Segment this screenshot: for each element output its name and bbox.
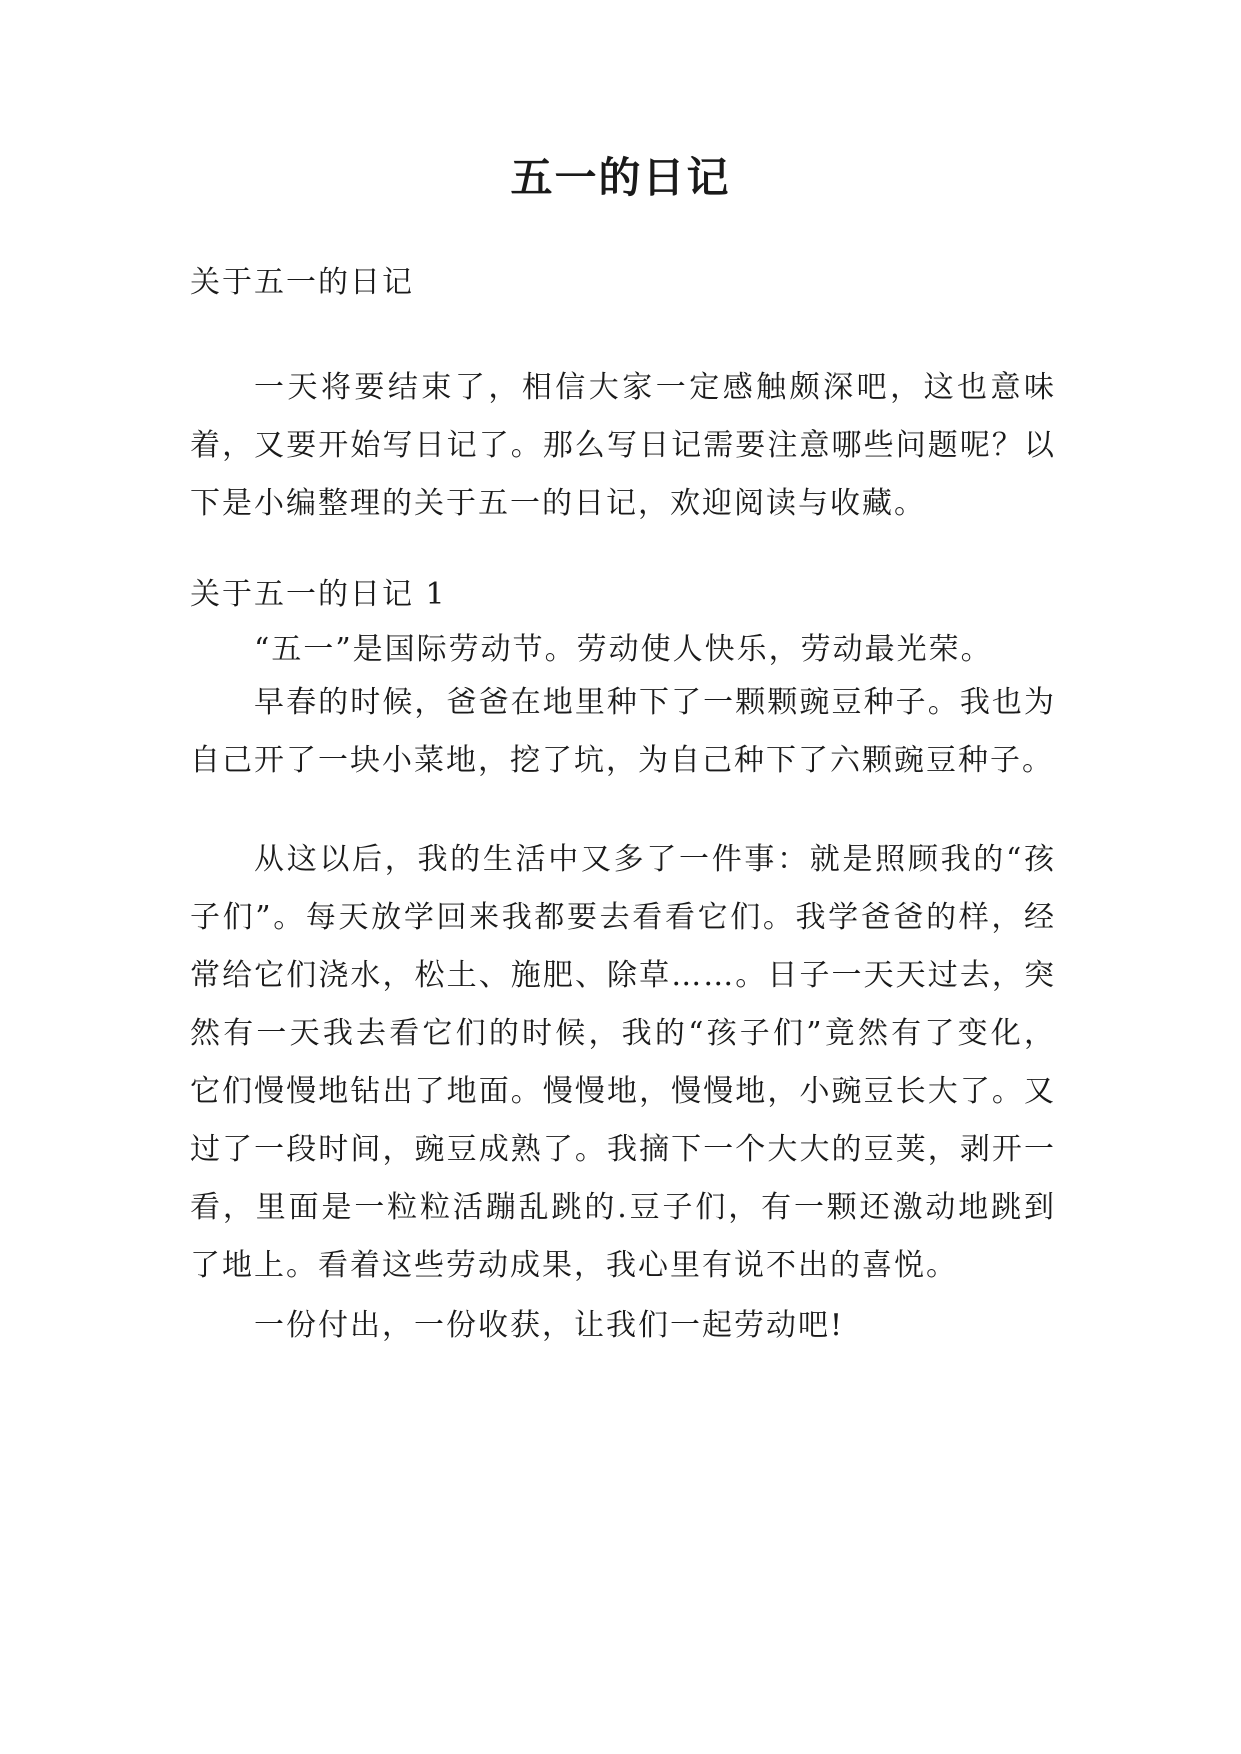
paragraph-3: 从这以后，我的生活中又多了一件事：就是照顾我的“孩子们”。每天放学回来我都要去看看它们。我学爸爸的样，经常给它们浇水，松土、施肥、除草……。日子一天天过去，突然有一天我去看它们的时候，我的“孩子们”竟然有了变化，它们慢慢地钻出了地面。慢慢地，慢慢地，小豌豆长大了。又过了一段时间，豌豆成熟了。我摘下一个大大的豆荚，剥开一看，里面是一粒粒活蹦乱跳的.豆子们，有一颗还激动地跳到了地上。看着这些劳动成果，我心里有说不出的喜悦。 xyxy=(190,842,1056,1283)
document-subtitle: 关于五一的日记 xyxy=(190,265,414,300)
document-title: 五一的日记 xyxy=(510,153,731,202)
paragraph-4: 一份付出，一份收获，让我们一起劳动吧! xyxy=(254,1308,845,1343)
intro-paragraph: 一天将要结束了，相信大家一定感触颇深吧，这也意味着，又要开始写日记了。那么写日记需要注意哪些问题呢？以下是小编整理的关于五一的日记，欢迎阅读与收藏。 xyxy=(190,370,1056,521)
section-heading: 关于五一的日记 1 xyxy=(190,577,447,612)
paragraph-2: 早春的时候，爸爸在地里种下了一颗颗豌豆种子。我也为自己开了一块小菜地，挖了坑，为自己种下了六颗豌豆种子。 xyxy=(190,685,1056,778)
paragraph-1: “五一”是国际劳动节。劳动使人快乐，劳动最光荣。 xyxy=(254,632,993,667)
